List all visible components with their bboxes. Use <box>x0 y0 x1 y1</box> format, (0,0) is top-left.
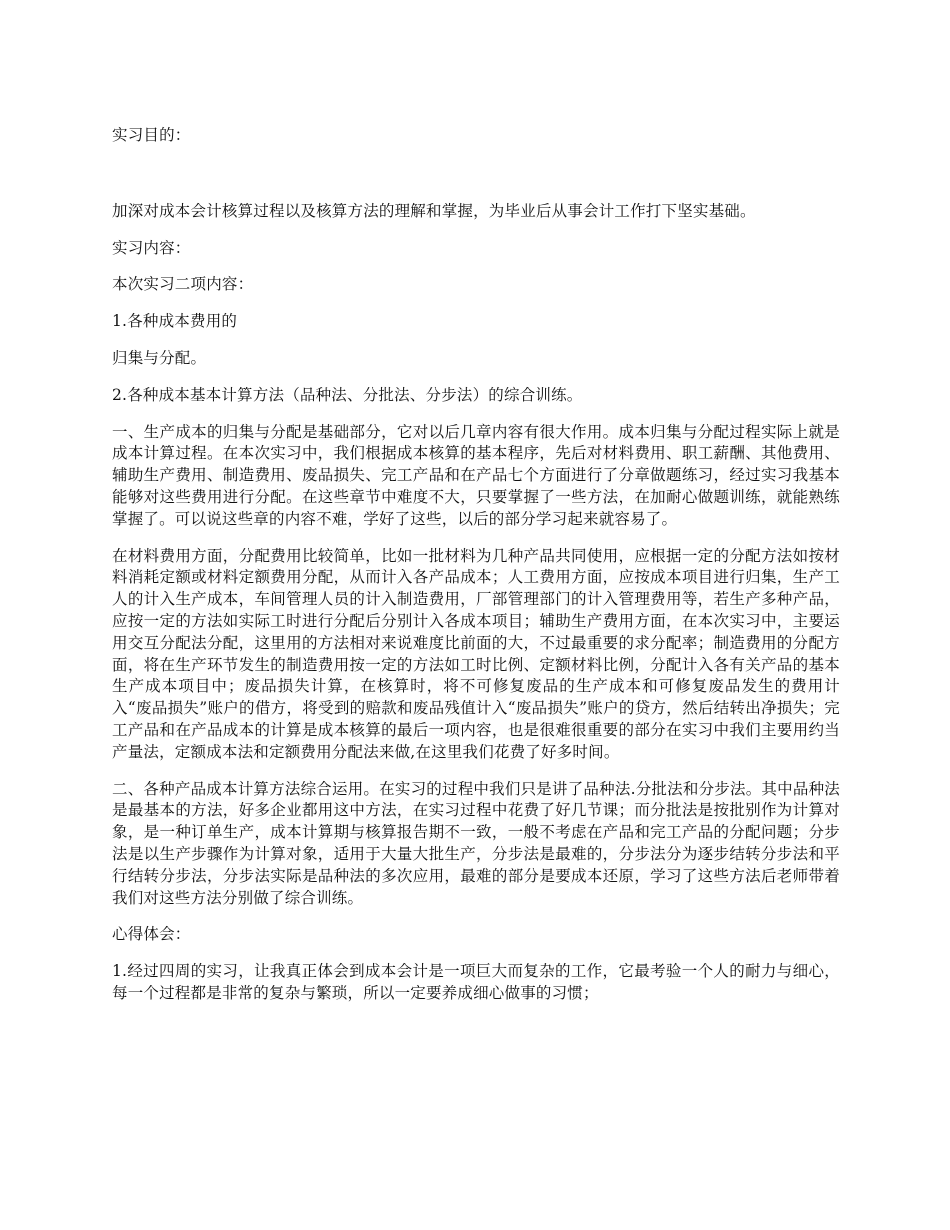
purpose-paragraph: 加深对成本会计核算过程以及核算方法的理解和掌握，为毕业后从事会计工作打下坚实基础。 <box>112 201 756 220</box>
heading-experience: 心得体会： <box>112 925 191 944</box>
heading-purpose: 实习目的： <box>112 126 191 144</box>
item-2: 2.各种成本基本计算方法（品种法、分批法、分步法）的综合训练。 <box>112 385 583 404</box>
document-body <box>112 120 840 1005</box>
item-1-part-1: 1.各种成本费用的 <box>112 312 238 331</box>
content-intro: 本次实习二项内容： <box>112 275 254 294</box>
heading-content: 实习内容： <box>112 238 191 257</box>
section-1-detail-paragraph: 在材料费用方面，分配费用比较简单，比如一批材料为几种产品共同使用，应根据一定的分配方法如按材料消耗定额或材料定额费用分配，从而计入各产品成本；人工费用方面，应按成本项目进行归集，生产工人的计入生产成本，车间管理人员的计入制造费用，厂部管理部门的计入管理费用等，若生产多种产品，应按一定的方法如实际工时进行分配后分别计入各成本项目；辅助生产费用方面，在本次实习中，主要运用交互分配法分配，这里用的方法相对来说难度比前面的大，不过最重要的求分配率；制造费用的分配方面，将在生产环节发生的制造费用按一定的方法如工时比例、定额材料比例，分配计入各有关产品的基本生产成本项目中；废品损失计算，在核算时，将不可修复废品的生产成本和可修复废品发生的费用计入“废品损失”账户的借方，将受到的赔款和废品残值计入“废品损失”账户的贷方，然后结转出净损失；完工产品和在产品成本的计算是成本核算的最后一项内容，也是很难很重要的部分在实习中我们主要用约当产量法，定额成本法和定额费用分配法来做,在这里我们花费了好多时间。 <box>112 546 840 761</box>
experience-1-paragraph: 1.经过四周的实习，让我真正体会到成本会计是一项巨大而复杂的工作，它最考验一个人的耐力与细心，每一个过程都是非常的复杂与繁琐，所以一定要养成细心做事的习惯； <box>112 962 840 1002</box>
item-1-part-2: 归集与分配。 <box>112 348 207 367</box>
section-2-paragraph: 二、各种产品成本计算方法综合运用。在实习的过程中我们只是讲了品种法.分批法和分步法。其中品种法是最基本的方法，好多企业都用这中方法，在实习过程中花费了好几节课；而分批法是按批别作为计算对象，是一种订单生产，成本计算期与核算报告期不一致，一般不考虑在产品和完工产品的分配问题；分步法是以生产步骤作为计算对象，适用于大量大批生产，分步法是最难的，分步法分为逐步结转分步法和平行结转分步法，分步法实际是品种法的多次应用，最难的部分是要成本还原，学习了这些方法后老师带着我们对这些方法分别做了综合训练。 <box>112 779 840 907</box>
section-1-paragraph: 一、生产成本的归集与分配是基础部分，它对以后几章内容有很大作用。成本归集与分配过程实际上就是成本计算过程。在本次实习中，我们根据成本核算的基本程序，先后对材料费用、职工薪酬、其他费用、辅助生产费用、制造费用、废品损失、完工产品和在产品七个方面进行了分章做题练习，经过实习我基本能够对这些费用进行分配。在这些章节中难度不大，只要掌握了一些方法，在加耐心做题训练，就能熟练掌握了。可以说这些章的内容不难，学好了这些，以后的部分学习起来就容易了。 <box>112 422 840 528</box>
